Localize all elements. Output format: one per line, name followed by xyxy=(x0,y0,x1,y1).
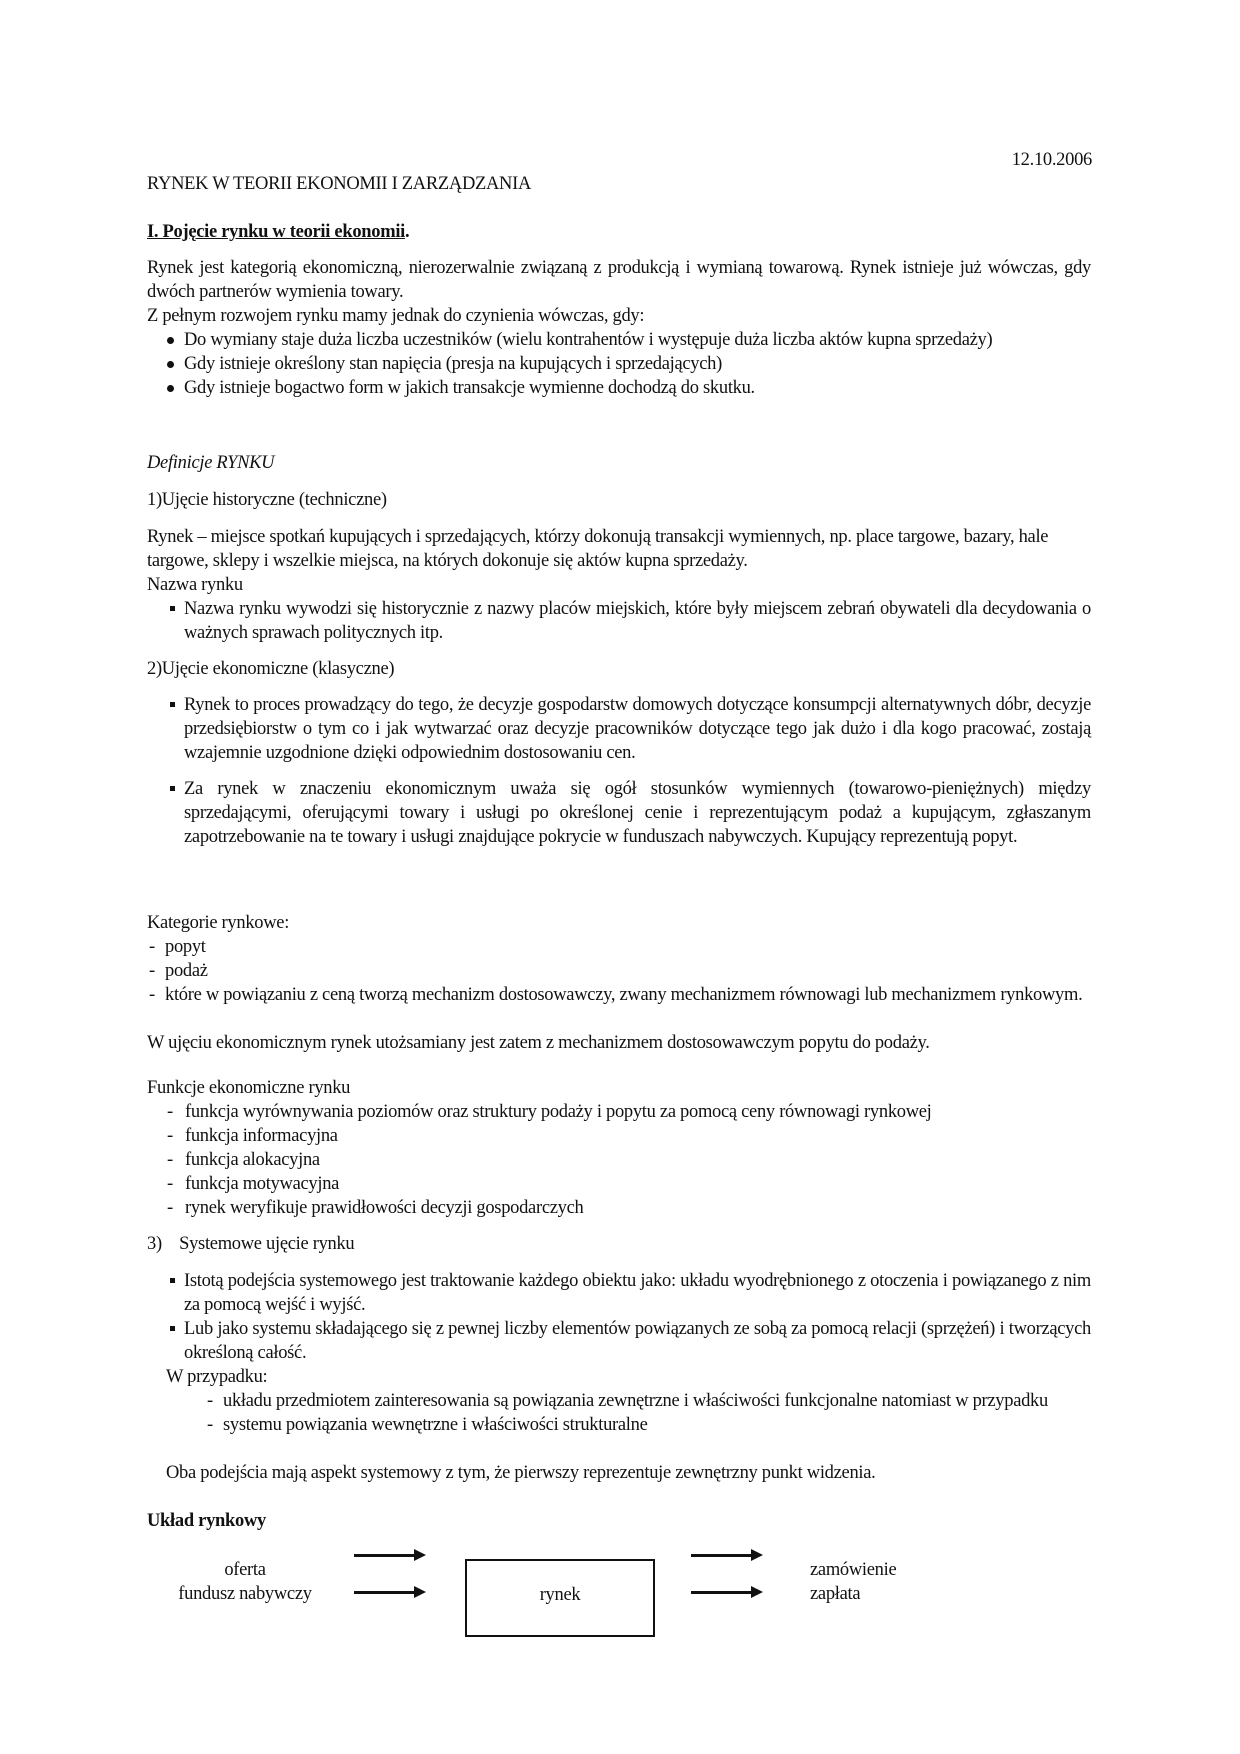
case-label: W przypadku: xyxy=(166,1367,268,1387)
categories-heading: Kategorie rynkowe: xyxy=(147,913,290,933)
diagram-output-payment: zapłata xyxy=(810,1584,861,1604)
diagram-center-label: rynek xyxy=(539,1585,581,1605)
section-heading-suffix: . xyxy=(405,222,410,242)
intro-paragraph: Rynek jest kategorią ekonomiczną, nierozerwalnie związaną z produkcją i wymianą towarową. Rynek istnieje już wówczas, gdy dwóch partnerów wymienia towary. xyxy=(147,258,1091,302)
def1-name-label: Nazwa rynku xyxy=(147,575,243,595)
def1-heading: 1)Ujęcie historyczne (techniczne) xyxy=(147,490,387,510)
def2-bullet-list xyxy=(147,693,1091,849)
list-item: - systemu powiązania wewnętrzne i właściwości strukturalne xyxy=(147,1413,1091,1437)
list-item: Gdy istnieje określony stan napięcia (presja na kupujących i sprzedających) xyxy=(147,352,1091,376)
def2-heading: 2)Ujęcie ekonomiczne (klasyczne) xyxy=(147,659,395,679)
list-item: Gdy istnieje bogactwo form w jakich transakcje wymienne dochodzą do skutku. xyxy=(147,376,1091,400)
intro-bullet-list xyxy=(147,328,1091,400)
list-item: - podaż xyxy=(147,959,1091,983)
list-item: - popyt xyxy=(147,935,1091,959)
diagram-input-funds: fundusz nabywczy xyxy=(178,1584,312,1604)
def3-bullet-list xyxy=(147,1269,1091,1365)
def3-heading: 3) Systemowe ujęcie rynku xyxy=(147,1234,355,1254)
list-item: Lub jako systemu składającego się z pewnej liczby elementów powiązanych ze sobą za pomocą relacji (sprzężeń) i tworzących określoną całość. xyxy=(147,1317,1091,1365)
definitions-heading: Definicje RYNKU xyxy=(147,453,275,473)
list-item: Nazwa rynku wywodzi się historycznie z nazwy placów miejskich, które były miejscem zebrań obywateli dla decydowania o ważnych sprawach politycznych itp. xyxy=(147,597,1091,645)
list-item: Rynek to proces prowadzący do tego, że decyzje gospodarstw domowych dotyczące konsumpcji alternatywnych dóbr, decyzje przedsiębiorstw o tym co i jak wytwarzać oraz decyzje pracowników dotyczące tego jak dużo i dla kogo pracować, zostają wzajemnie uzgodnione dzięki odpowiednim dostosowaniu cen. xyxy=(147,693,1091,765)
diagram-input-offer: oferta xyxy=(224,1560,266,1580)
document-title: RYNEK W TEORII EKONOMII I ZARZĄDZANIA xyxy=(147,174,532,194)
functions-list xyxy=(147,1100,1091,1220)
arrow-right-icon xyxy=(354,1591,422,1594)
def1-text: Rynek – miejsce spotkań kupujących i sprzedających, którzy dokonują transakcji wymiennych, np. place targowe, bazary, hale targowe, sklepy i wszelkie miejsca, na których dokonuje się aktów kupna sprzedaży. xyxy=(147,527,1049,571)
categories-list xyxy=(147,935,1091,1007)
list-item: - funkcja wyrównywania poziomów oraz struktury podaży i popytu za pomocą ceny równowagi rynkowej xyxy=(147,1100,1091,1124)
list-item: - które w powiązaniu z ceną tworzą mechanizm dostosowawczy, zwany mechanizmem równowagi lub mechanizmem rynkowym. xyxy=(147,983,1091,1007)
diagram-market-box xyxy=(465,1559,655,1637)
intro-paragraph-2: Z pełnym rozwojem rynku mamy jednak do czynienia wówczas, gdy: xyxy=(147,306,645,326)
case-summary: Oba podejścia mają aspekt systemowy z tym, że pierwszy reprezentuje zewnętrzny punkt widzenia. xyxy=(166,1463,876,1483)
list-item: Istotą podejścia systemowego jest traktowanie każdego obiektu jako: układu wyodrębnionego z otoczenia i powiązanego z nim za pomocą wejść i wyjść. xyxy=(147,1269,1091,1317)
section-heading xyxy=(147,220,1091,244)
list-item: Za rynek w znaczeniu ekonomicznym uważa się ogół stosunków wymiennych (towarowo-pieniężnych) między sprzedającymi, oferującymi towary i usługi po określonej cenie i reprezentującym podaż a kupującym, zgłaszanym zapotrzebowanie na te towary i usługi znajdujące pokrycie w funduszach nabywczych. Kupujący reprezentują popyt. xyxy=(147,777,1091,849)
document-date: 12.10.2006 xyxy=(1011,150,1092,170)
list-item: - funkcja informacyjna xyxy=(147,1124,1091,1148)
section-heading-text: I. Pojęcie rynku w teorii ekonomii xyxy=(147,222,406,242)
diagram-output-order: zamówienie xyxy=(810,1560,897,1580)
list-item: - układu przedmiotem zainteresowania są powiązania zewnętrzne i właściwości funkcjonalne natomiast w przypadku xyxy=(147,1389,1091,1413)
arrow-right-icon xyxy=(691,1554,759,1557)
list-item: - funkcja alokacyjna xyxy=(147,1148,1091,1172)
arrow-right-icon xyxy=(354,1554,422,1557)
arrow-right-icon xyxy=(691,1591,759,1594)
list-item: Do wymiany staje duża liczba uczestników (wielu kontrahentów i występuje duża liczba aktów kupna sprzedaży) xyxy=(147,328,1091,352)
diagram-heading: Układ rynkowy xyxy=(147,1511,266,1531)
list-item: - rynek weryfikuje prawidłowości decyzji gospodarczych xyxy=(147,1196,1091,1220)
list-item: - funkcja motywacyjna xyxy=(147,1172,1091,1196)
def1-bullet-list xyxy=(147,597,1091,645)
categories-summary: W ujęciu ekonomicznym rynek utożsamiany jest zatem z mechanizmem dostosowawczym popytu do podaży. xyxy=(147,1033,930,1053)
case-list xyxy=(147,1389,1091,1437)
functions-heading: Funkcje ekonomiczne rynku xyxy=(147,1078,351,1098)
